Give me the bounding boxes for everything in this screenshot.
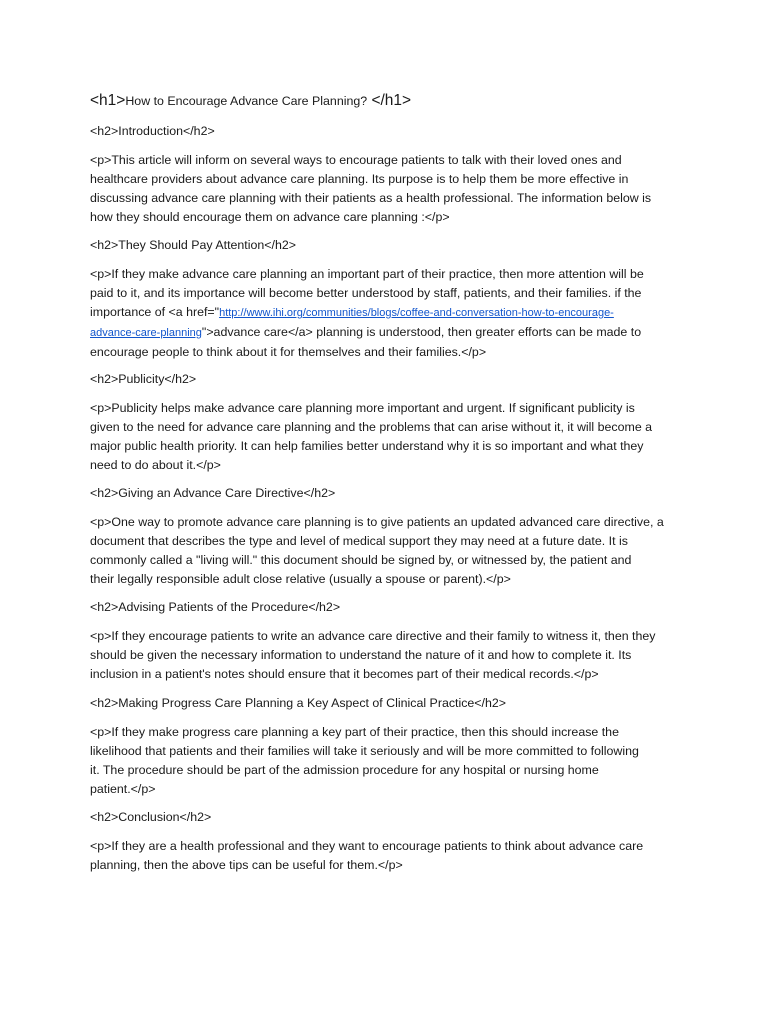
paragraph-line: paid to it, and its importance will become better understood by staff, patients, and their families. if the <box>90 286 642 300</box>
paragraph-line-with-link <box>90 323 680 343</box>
paragraph-line: patient.</p> <box>90 782 156 796</box>
title-text: How to Encourage Advance Care Planning? <box>125 94 368 108</box>
section-procedure-paragraph <box>90 627 680 684</box>
paragraph-line: discussing advance care planning with their patients as a health professional. The information below is <box>90 191 652 205</box>
section-heading: <h2>Conclusion</h2> <box>90 810 212 824</box>
paragraph-line: <p>Publicity helps make advance care planning more important and urgent. If significant publicity is <box>90 401 635 415</box>
section-heading: <h2>Making Progress Care Planning a Key Aspect of Clinical Practice</h2> <box>90 696 507 710</box>
paragraph-line: <p>If they make advance care planning an important part of their practice, then more attention will be <box>90 267 644 281</box>
paragraph-line: <p>One way to promote advance care planning is to give patients an updated advanced care directive, a <box>90 515 664 529</box>
paragraph-line: should be given the necessary information to understand the nature of it and how to complete it. Its <box>90 648 632 662</box>
paragraph-line: need to do about it.</p> <box>90 458 221 472</box>
section-introduction-heading <box>90 122 680 141</box>
section-introduction-paragraph <box>90 151 680 227</box>
paragraph-line: given to the need for advance care planning and the problems that can arise without it, it will become a <box>90 420 653 434</box>
section-heading: <h2>Introduction</h2> <box>90 124 215 138</box>
paragraph-line: document that describes the type and level of medical support they may need at a future date. It is <box>90 534 628 548</box>
paragraph-line: major public health priority. It can help families better understand why it is so important and what they <box>90 439 644 453</box>
section-heading: <h2>Publicity</h2> <box>90 372 197 386</box>
paragraph-line: <p>If they are a health professional and they want to encourage patients to think about advance care <box>90 839 644 853</box>
link-suffix: ">advance care</a> planning is understood, then greater efforts can be made to <box>201 325 642 339</box>
section-publicity-paragraph <box>90 399 680 475</box>
section-attention-paragraph <box>90 265 680 362</box>
title-open-tag: <h1> <box>90 92 126 109</box>
section-heading: <h2>Advising Patients of the Procedure</h2> <box>90 600 341 614</box>
section-heading: <h2>They Should Pay Attention</h2> <box>90 238 296 252</box>
paragraph-line: their legally responsible adult close relative (usually a spouse or parent).</p> <box>90 572 511 586</box>
paragraph-line: likelihood that patients and their families will take it seriously and will be more committed to following <box>90 744 639 758</box>
ihi-article-link[interactable]: http://www.ihi.org/communities/blogs/coffee-and-conversation-how-to-encourage- <box>219 307 614 319</box>
ihi-article-link-continued[interactable]: advance-care-planning <box>90 327 202 339</box>
paragraph-line: <p>If they make progress care planning a key part of their practice, then this should increase the <box>90 725 619 739</box>
section-directive-heading <box>90 484 680 503</box>
paragraph-line: <p>This article will inform on several ways to encourage patients to talk with their loved ones and <box>90 153 622 167</box>
paragraph-line: planning, then the above tips can be useful for them.</p> <box>90 858 403 872</box>
title-close-tag: </h1> <box>367 92 412 109</box>
link-prefix: importance of <a href=" <box>90 305 220 319</box>
section-directive-paragraph <box>90 513 680 589</box>
section-procedure-heading <box>90 598 680 617</box>
section-attention-heading <box>90 236 680 255</box>
paragraph-line: healthcare providers about advance care planning. Its purpose is to help them be more effective in <box>90 172 629 186</box>
paragraph-line: inclusion in a patient's notes should ensure that it becomes part of their medical records.</p> <box>90 667 599 681</box>
section-publicity-heading <box>90 370 680 389</box>
paragraph-line: encourage people to think about it for themselves and their families.</p> <box>90 345 487 359</box>
paragraph-line: commonly called a "living will." this document should be signed by, or witnessed by, the patient and <box>90 553 632 567</box>
document-title <box>90 90 411 112</box>
paragraph-line: <p>If they encourage patients to write an advance care directive and their family to witness it, then they <box>90 629 656 643</box>
section-conclusion-heading <box>90 808 680 827</box>
section-heading: <h2>Giving an Advance Care Directive</h2> <box>90 486 336 500</box>
section-clinical-practice-heading <box>90 694 680 713</box>
section-clinical-practice-paragraph <box>90 723 680 799</box>
paragraph-line: how they should encourage them on advance care planning :</p> <box>90 210 450 224</box>
section-conclusion-paragraph <box>90 837 680 875</box>
paragraph-line-with-link <box>90 303 680 323</box>
paragraph-line: it. The procedure should be part of the admission procedure for any hospital or nursing home <box>90 763 599 777</box>
